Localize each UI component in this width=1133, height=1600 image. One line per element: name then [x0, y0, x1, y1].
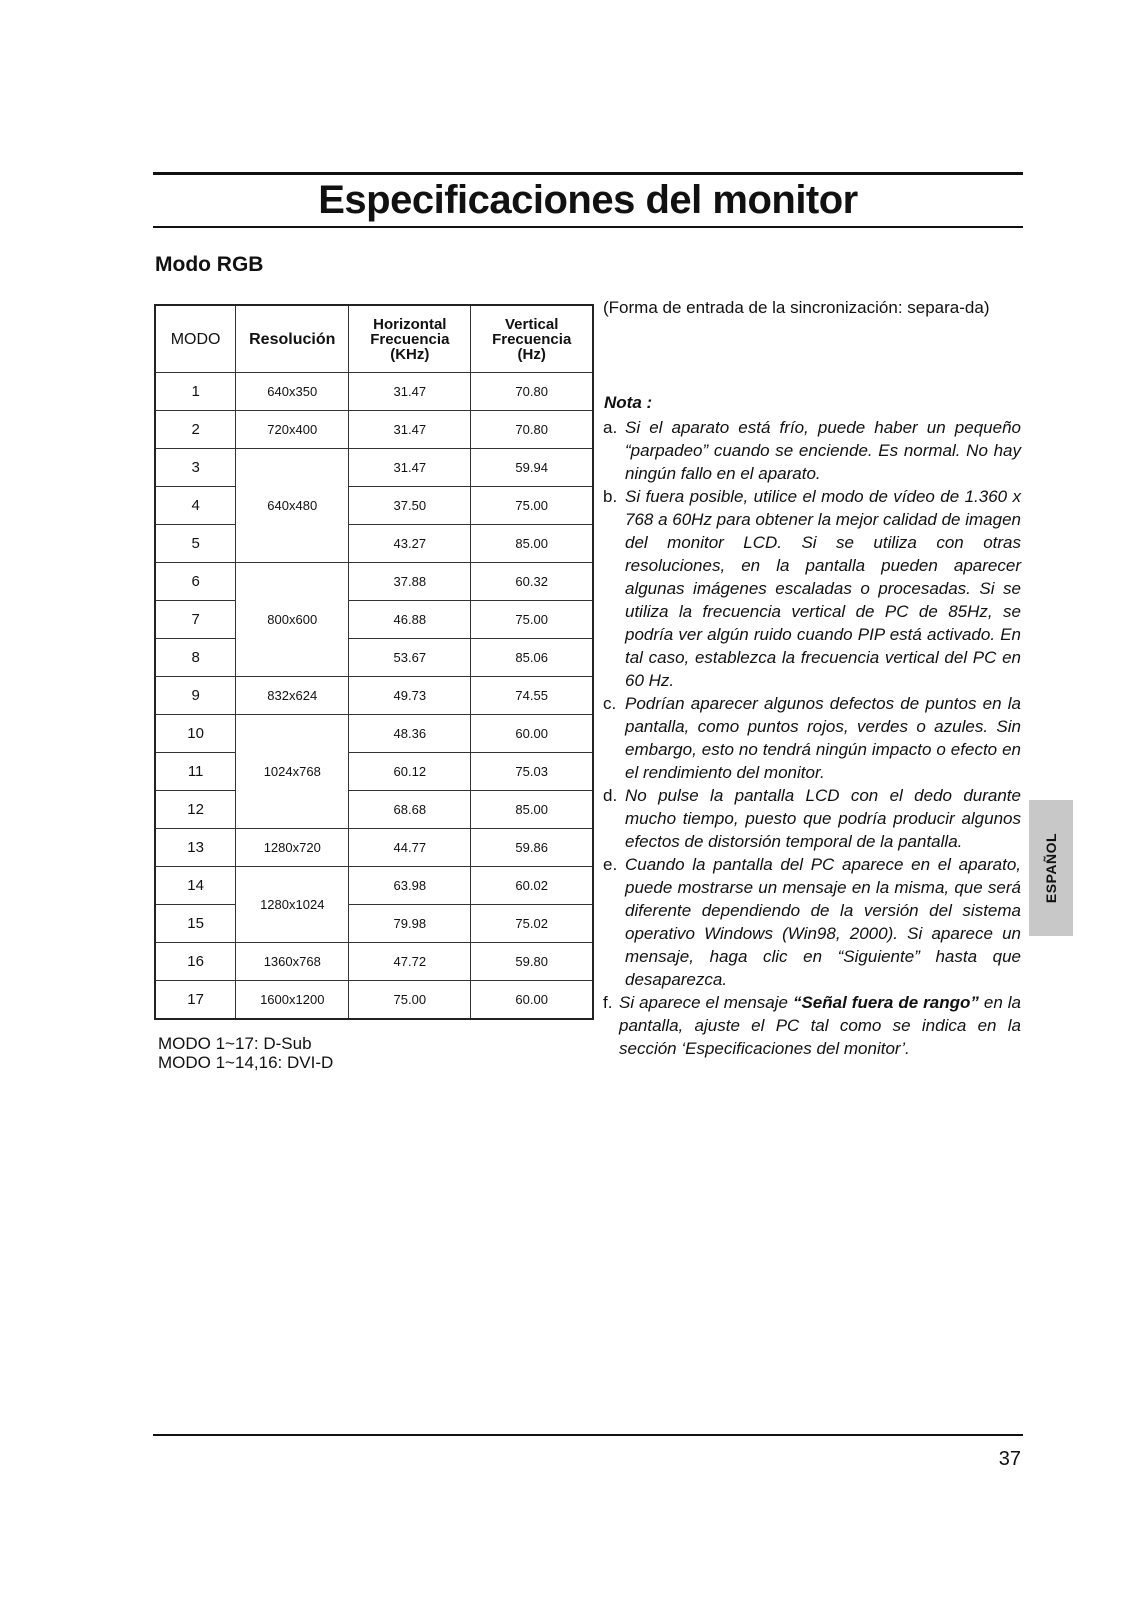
header-horizontal-line-3: (KHz) — [390, 345, 430, 363]
cell-resolution: 640x480 — [236, 449, 349, 563]
page-number: 37 — [998, 1448, 1021, 1470]
table-row — [155, 829, 593, 867]
cell-horizontal-frequency: 49.73 — [349, 677, 471, 715]
cell-vertical-frequency: 75.02 — [471, 905, 593, 943]
cell-vertical-frequency: 85.06 — [471, 639, 593, 677]
cell-horizontal-frequency: 44.77 — [349, 829, 471, 867]
cell-vertical-frequency: 60.32 — [471, 563, 593, 601]
header-vertical-frequency — [471, 305, 593, 373]
cell-modo: 8 — [155, 639, 236, 677]
table-row — [155, 563, 593, 601]
cell-vertical-frequency: 60.00 — [471, 981, 593, 1020]
cell-modo: 10 — [155, 715, 236, 753]
cell-modo: 6 — [155, 563, 236, 601]
page-title: Especificaciones del monitor — [318, 178, 858, 222]
cell-modo: 11 — [155, 753, 236, 791]
language-tab-label: ESPAÑOL — [1043, 832, 1059, 904]
header-horizontal-line-2: Frecuencia — [370, 330, 450, 348]
section-heading: Modo RGB — [155, 253, 264, 276]
cell-horizontal-frequency: 48.36 — [349, 715, 471, 753]
cell-modo: 5 — [155, 525, 236, 563]
header-resolucion: Resolución — [236, 305, 349, 373]
table-row — [155, 525, 593, 563]
table-row — [155, 981, 593, 1020]
cell-modo: 9 — [155, 677, 236, 715]
note-text: Si fuera posible, utilice el modo de vídeo de 1.360 x 768 a 60Hz para obtener la mejor calidad de imagen del monitor LCD. Si se utiliza con otras resoluciones, en la pantalla pueden aparecer algunas imágenes escaladas o procesadas. Si se utiliza la frecuencia vertical de PC de 85Hz, se podría ver algún ruido cuando PIP está activado. En tal caso, establezca la frecuencia vertical del PC en 60 Hz. — [625, 487, 1021, 690]
note-item — [603, 784, 1021, 853]
table-row — [155, 411, 593, 449]
cell-vertical-frequency: 75.00 — [471, 487, 593, 525]
table-row — [155, 791, 593, 829]
note-item — [603, 692, 1021, 784]
note-text: No pulse la pantalla LCD con el dedo durante mucho tiempo, puesto que podría producir algunos efectos de distorsión temporal de la pantalla. — [625, 786, 1021, 851]
cell-resolution: 1280x720 — [236, 829, 349, 867]
note-item — [603, 485, 1021, 692]
note-text: Podrían aparecer algunos defectos de puntos en la pantalla, como puntos rojos, verdes o azules. Sin embargo, esto no tendrá ningún impacto o efecto en el rendimiento del monitor. — [625, 694, 1021, 782]
note-text-before: Si aparece el mensaje — [619, 993, 788, 1012]
table-row — [155, 753, 593, 791]
cell-horizontal-frequency: 31.47 — [349, 373, 471, 411]
cell-vertical-frequency: 60.02 — [471, 867, 593, 905]
header-horizontal-frequency — [349, 305, 471, 373]
cell-modo: 15 — [155, 905, 236, 943]
cell-horizontal-frequency: 37.88 — [349, 563, 471, 601]
out-of-range-message: “Señal fuera de rango” — [792, 993, 979, 1012]
bottom-rule — [153, 1434, 1023, 1436]
cell-horizontal-frequency: 37.50 — [349, 487, 471, 525]
cell-horizontal-frequency: 63.98 — [349, 867, 471, 905]
sync-input-note: (Forma de entrada de la sincronización: separa-da) — [603, 298, 990, 317]
table-row — [155, 449, 593, 487]
cell-resolution: 720x400 — [236, 411, 349, 449]
cell-resolution: 1024x768 — [236, 715, 349, 829]
language-tab — [1029, 800, 1073, 936]
cell-resolution: 832x624 — [236, 677, 349, 715]
cell-resolution: 1600x1200 — [236, 981, 349, 1020]
cell-modo: 3 — [155, 449, 236, 487]
cell-modo: 4 — [155, 487, 236, 525]
mode-note-dsub: MODO 1~17: D-Sub — [158, 1034, 312, 1053]
cell-vertical-frequency: 59.80 — [471, 943, 593, 981]
cell-vertical-frequency: 85.00 — [471, 525, 593, 563]
cell-vertical-frequency: 85.00 — [471, 791, 593, 829]
cell-horizontal-frequency: 43.27 — [349, 525, 471, 563]
cell-horizontal-frequency: 53.67 — [349, 639, 471, 677]
cell-horizontal-frequency: 75.00 — [349, 981, 471, 1020]
cell-resolution: 1360x768 — [236, 943, 349, 981]
cell-modo: 2 — [155, 411, 236, 449]
cell-vertical-frequency: 59.94 — [471, 449, 593, 487]
cell-modo: 13 — [155, 829, 236, 867]
header-vertical-line-2: Frecuencia — [492, 330, 572, 348]
table-row — [155, 487, 593, 525]
cell-horizontal-frequency: 68.68 — [349, 791, 471, 829]
note-letter: b. — [603, 487, 618, 506]
cell-modo: 17 — [155, 981, 236, 1020]
cell-modo: 16 — [155, 943, 236, 981]
cell-horizontal-frequency: 31.47 — [349, 411, 471, 449]
cell-modo: 7 — [155, 601, 236, 639]
notes-list — [603, 416, 1021, 1060]
table-row — [155, 639, 593, 677]
note-letter: f. — [603, 993, 613, 1012]
cell-resolution: 1280x1024 — [236, 867, 349, 943]
table-row — [155, 943, 593, 981]
table-row — [155, 905, 593, 943]
header-modo: MODO — [155, 305, 236, 373]
top-rule — [153, 172, 1023, 175]
cell-modo: 1 — [155, 373, 236, 411]
cell-horizontal-frequency: 47.72 — [349, 943, 471, 981]
note-text: Cuando la pantalla del PC aparece en el aparato, puede mostrarse un mensaje en la misma, que será diferente dependiendo de la versión del sistema operativo Windows (Win98, 2000). Si aparece un mensaje, haga clic en “Siguiente” hasta que desaparezca. — [625, 855, 1021, 989]
note-text: Si el aparato está frío, puede haber un pequeño “parpadeo” cuando se enciende. Es normal. No hay ningún fallo en el aparato. — [625, 418, 1021, 483]
table-row — [155, 867, 593, 905]
note-text-after: en la pantalla, ajuste el PC tal como se indica en la sección ‘Especificaciones del monitor’. — [619, 993, 1021, 1058]
note-item — [603, 416, 1021, 485]
table-row — [155, 677, 593, 715]
note-letter: c. — [603, 694, 617, 713]
connector-mode-notes — [158, 1034, 333, 1072]
table-row — [155, 601, 593, 639]
note-item — [603, 853, 1021, 991]
cell-vertical-frequency: 59.86 — [471, 829, 593, 867]
header-vertical-line-1: Vertical — [505, 315, 559, 333]
cell-modo: 12 — [155, 791, 236, 829]
cell-horizontal-frequency: 31.47 — [349, 449, 471, 487]
header-horizontal-line-1: Horizontal — [373, 315, 447, 333]
table-row — [155, 715, 593, 753]
cell-resolution: 640x350 — [236, 373, 349, 411]
nota-heading: Nota : — [604, 393, 653, 412]
cell-vertical-frequency: 75.00 — [471, 601, 593, 639]
cell-vertical-frequency: 60.00 — [471, 715, 593, 753]
rgb-mode-table — [154, 304, 594, 1020]
cell-horizontal-frequency: 79.98 — [349, 905, 471, 943]
cell-vertical-frequency: 75.03 — [471, 753, 593, 791]
note-letter: d. — [603, 786, 618, 805]
note-letter: e. — [603, 855, 618, 874]
cell-vertical-frequency: 70.80 — [471, 373, 593, 411]
cell-modo: 14 — [155, 867, 236, 905]
note-letter: a. — [603, 418, 618, 437]
header-vertical-line-3: (Hz) — [517, 345, 546, 363]
mode-note-dvid: MODO 1~14,16: DVI-D — [158, 1053, 334, 1072]
title-underline — [153, 226, 1023, 228]
cell-horizontal-frequency: 60.12 — [349, 753, 471, 791]
cell-horizontal-frequency: 46.88 — [349, 601, 471, 639]
note-item — [603, 991, 1021, 1060]
table-row — [155, 373, 593, 411]
cell-resolution: 800x600 — [236, 563, 349, 677]
cell-vertical-frequency: 70.80 — [471, 411, 593, 449]
cell-vertical-frequency: 74.55 — [471, 677, 593, 715]
table-header-row — [155, 305, 593, 373]
